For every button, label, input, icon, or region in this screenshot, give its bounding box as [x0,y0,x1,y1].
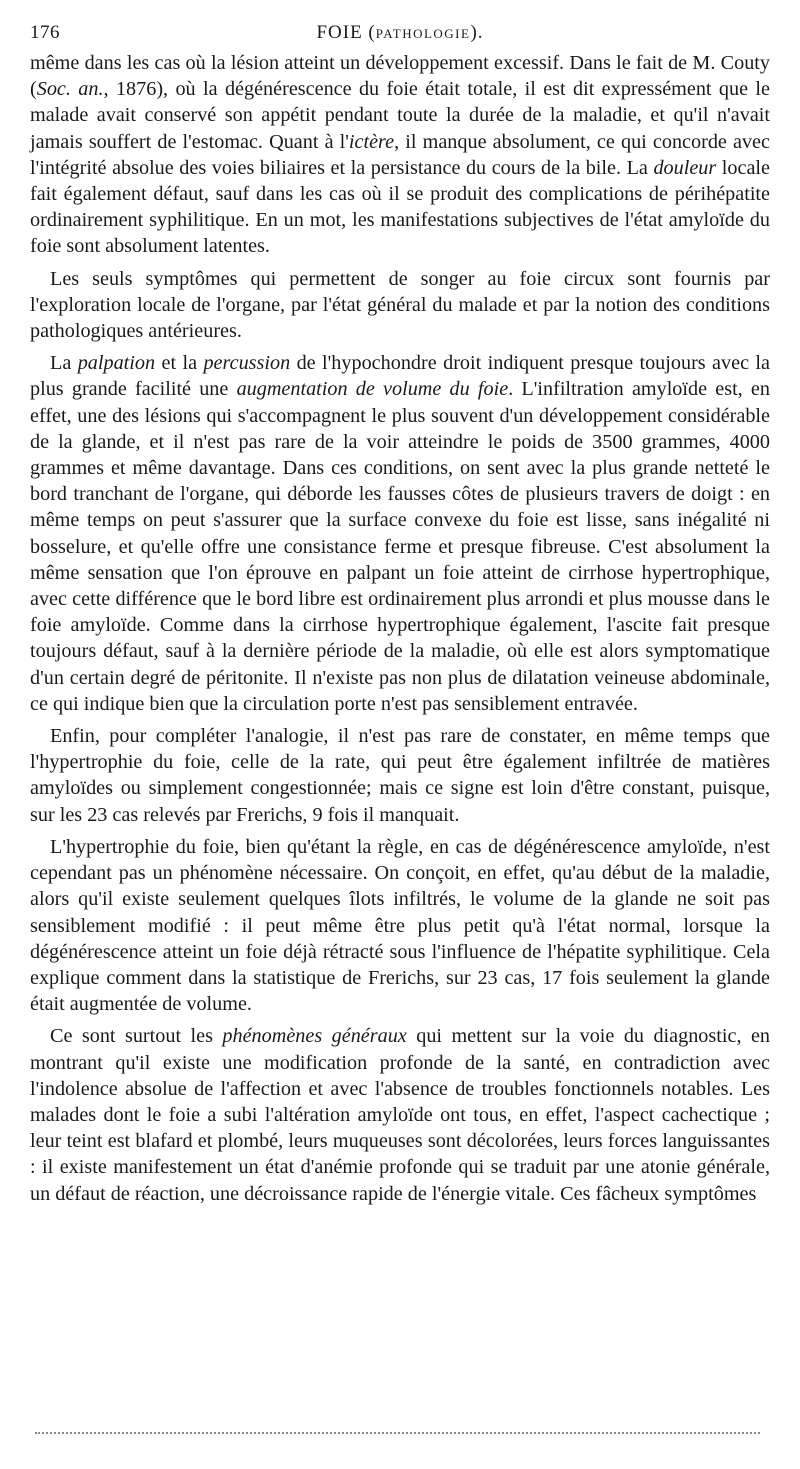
italic-run: augmentation de volume du foie [236,378,509,401]
page-number: 176 [30,22,60,43]
italic-run: palpation [77,352,156,375]
italic-run: Soc. an. [36,78,104,101]
footer-rule [35,1432,760,1434]
text-run: , 1876), où la dégénérescence du foie était totale, il est dit expressément que le malade avait conservé son appétit pendant toute la durée de la maladie, et qu'il n'avait jamais souffert de l'estomac. Quant à l' [30,78,770,153]
text-run: locale fait également défaut, sauf dans les cas où il se produit des complications de périhépatite ordinairement syphilitique. En un mot, les manifestations subjectives de l'état amyloïde du foie sont absolument latentes. [30,156,770,258]
text-run: de l'hypochondre droit indiquent presque toujours avec la plus grande facilité une [30,352,770,401]
italic-run: percussion [203,352,291,375]
paragraph [30,350,770,717]
paragraph [30,834,770,1017]
text-run: Ce sont surtout les [50,1025,223,1048]
paragraph [30,1023,770,1206]
paragraph [30,723,770,828]
text-run: . L'infiltration amyloïde est, en effet, une des lésions qui s'accompagnent le plus souvent d'un développement considérable de la glande, et il n'est pas rare de la voir atteindre le poids de 3500 grammes, 4000 grammes et même davantage. Dans ces conditions, on sent avec la plus grande netteté le bord tranchant de l'organe, qui déborde les fausses côtes de plusieurs travers de doigt : en même temps on peut s'assurer que la surface convexe du foie est lisse, sans inégalité ni bosselure, et qu'elle offre une consistance ferme et presque fibreuse. C'est absolument la même sensation que l'on éprouve en palpant un foie atteint de cirrhose hypertrophique, avec cette différence que le bord libre est ordinairement plus arrondi et plus mousse dans le foie amyloïde. Comme dans la cirrhose hypertrophique également, l'ascite fait presque toujours défaut, sauf à la dernière période de la maladie, où elle est alors symptomatique d'un certain degré de péritonite. Il n'existe pas non plus de dilatation veineuse abdominale, ce qui indique bien que la circulation porte n'est pas sensiblement entravée. [30,378,770,715]
running-title-main: FOIE ( [316,22,376,43]
text-run: qui mettent sur la voie du diagnostic, en montrant qu'il existe une modification profonde de la santé, en contradiction avec l'indolence absolue de l'affection et avec l'absence de troubles fonctionnels notables. Les malades dont le foie a subi l'altération amyloïde ont tous, en effet, l'aspect cachectique ; leur teint est blafard et plombé, leurs muqueuses sont décolorées, leurs forces languissantes : il existe manifestement un état d'anémie profonde qui se traduit par une atonie générale, un défaut de réaction, une décroissance rapide de l'énergie vitale. Ces fâcheux symptômes [30,1025,770,1205]
italic-run: phénomènes généraux [222,1025,407,1048]
paragraph [30,50,770,260]
paragraph [30,266,770,345]
book-page [30,16,770,1207]
text-run: Enfin, pour compléter l'analogie, il n'est pas rare de constater, en même temps que l'hypertrophie du foie, celle de la rate, qui peut être également infiltrée de matières amyloïdes ou simplement congestionnée; mais ce signe est loin d'être constant, puisque, sur les 23 cas relevés par Frerichs, 9 fois il manquait. [30,725,770,826]
running-title-end: ). [470,22,484,43]
text-run: , il manque absolument, ce qui concorde avec l'intégrité absolue des voies biliaires et la persistance du cours de la bile. La [30,130,770,179]
body-text [30,50,770,1207]
running-head [30,16,770,50]
text-run: et la [155,352,204,375]
text-run: même dans les cas où la lésion atteint un développement excessif. Dans le fait de M. Couty ( [30,52,770,101]
text-run: La [50,352,78,375]
italic-run: ictère [348,130,395,153]
italic-run: douleur [653,156,717,179]
running-title [30,16,770,51]
running-title-small-caps: PATHOLOGIE [375,26,471,41]
text-run: L'hypertrophie du foie, bien qu'étant la règle, en cas de dégénérescence amyloïde, n'est cependant pas un phénomène nécessaire. On conçoit, en effet, qu'au début de la maladie, alors qu'il existe seulement quelques îlots infiltrés, le volume de la glande ne soit pas sensiblement modifié : il peut même être plus petit qu'à l'état normal, lorsque la dégénérescence atteint un foie déjà rétracté sous l'influence de l'hépatite syphilitique. Cela explique comment dans la statistique de Frerichs, sur 23 cas, 17 fois seulement la glande était augmentée de volume. [30,835,770,1016]
text-run: Les seuls symptômes qui permettent de songer au foie circux sont fournis par l'exploration locale de l'organe, par l'état général du malade et par la notion des conditions pathologiques antérieures. [30,267,770,343]
